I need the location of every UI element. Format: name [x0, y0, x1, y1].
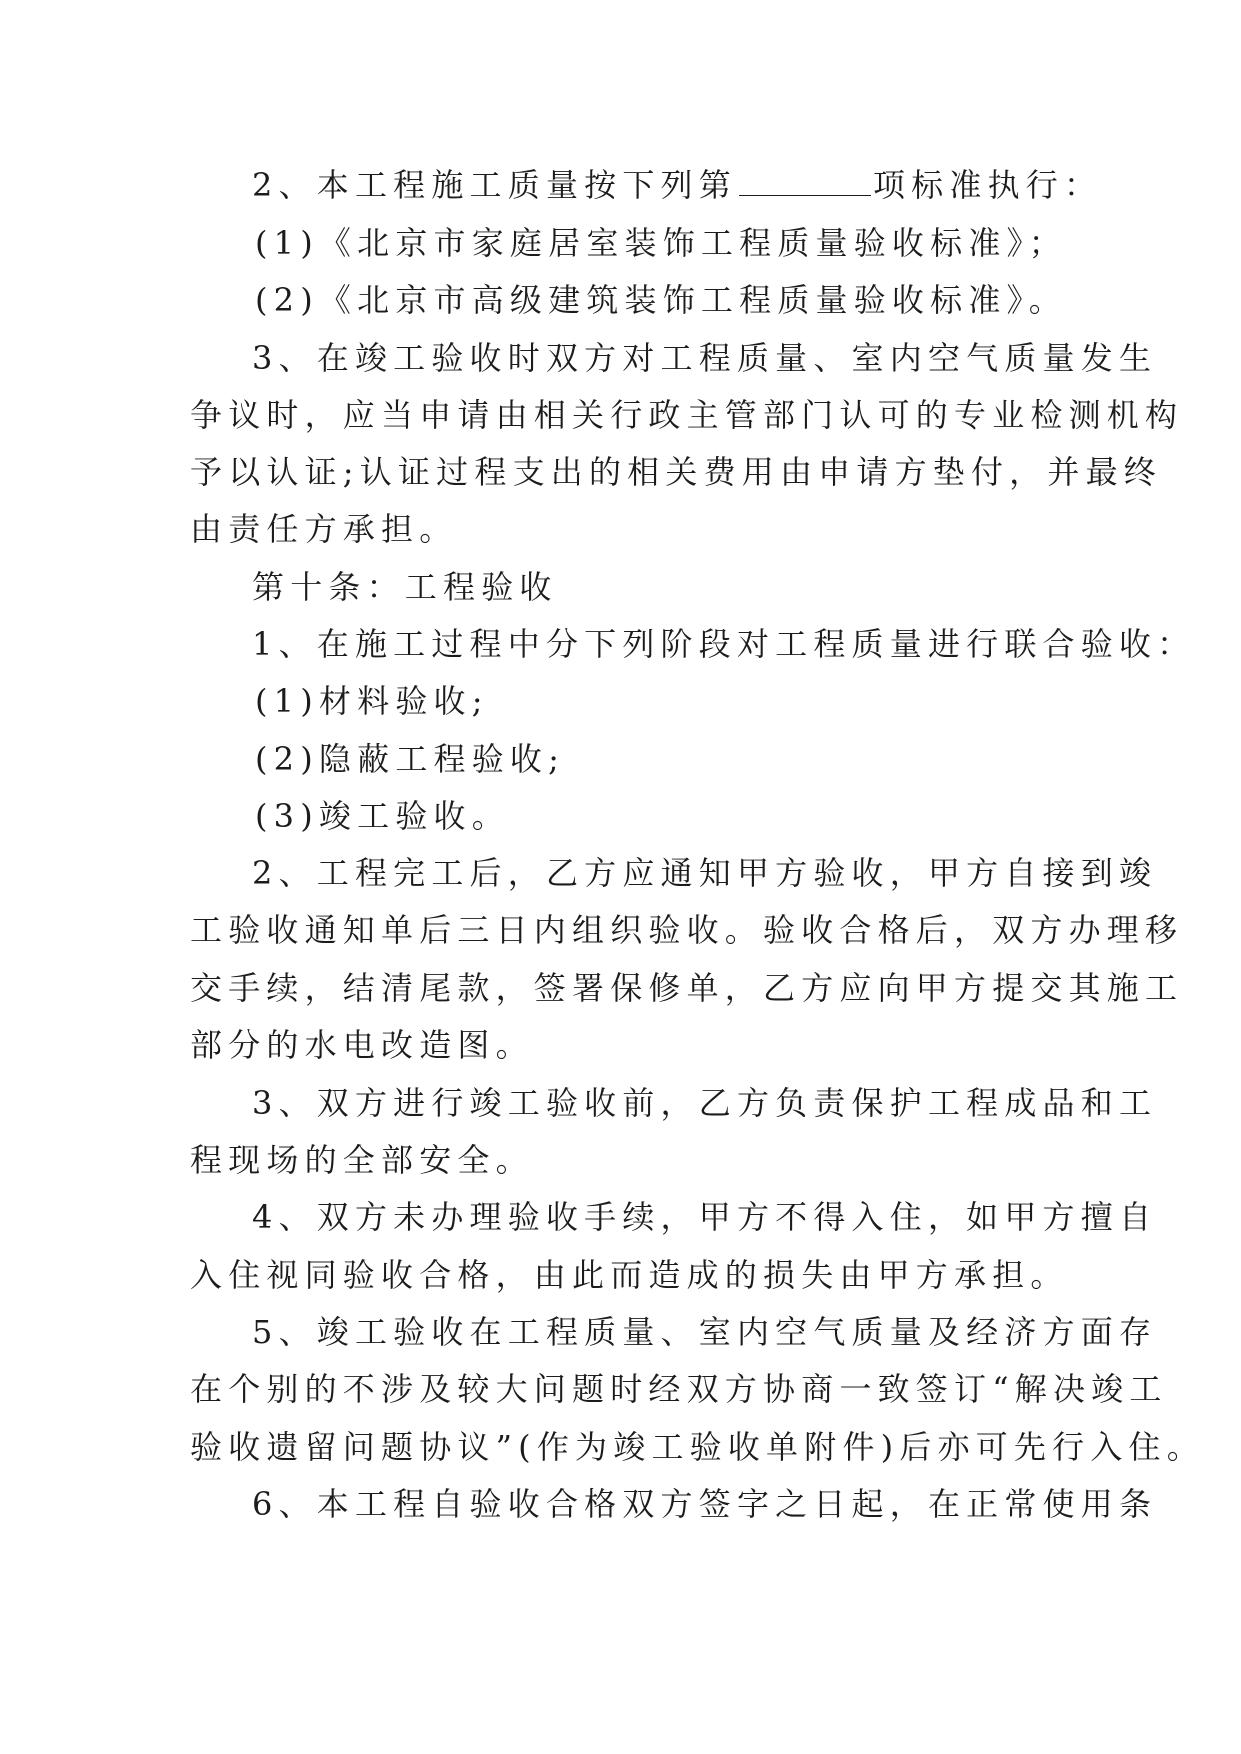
clause-3-line-4: 由责任方承担。: [190, 510, 458, 548]
article-10-clause-5-line-2: 在个别的不涉及较大问题时经双方协商一致签订“解决竣工: [190, 1370, 1168, 1408]
article-10-clause-1: 1、在施工过程中分下列阶段对工程质量进行联合验收：: [252, 625, 1196, 663]
article-10-clause-3-line-1: 3、双方进行竣工验收前，乙方负责保护工程成品和工: [252, 1084, 1158, 1122]
stage-1-materials: (1)材料验收;: [255, 682, 489, 720]
article-10-clause-2-line-2: 工验收通知单后三日内组织验收。验收合格后，双方办理移: [190, 911, 1184, 949]
article-10-clause-4-line-1: 4、双方未办理验收手续，甲方不得入住，如甲方擅自: [252, 1198, 1158, 1236]
clause-2-quality-standard: [252, 165, 1102, 205]
article-10-clause-2-line-1: 2、工程完工后，乙方应通知甲方验收，甲方自接到竣: [252, 854, 1158, 892]
standard-option-2: (2)《北京市高级建筑装饰工程质量验收标准》。: [255, 281, 1067, 319]
article-10-clause-3-line-2: 程现场的全部安全。: [190, 1141, 534, 1179]
article-10-clause-5-line-3: 验收遗留问题协议”(作为竣工验收单附件)后亦可先行入住。: [190, 1428, 1205, 1466]
stage-2-concealed-works: (2)隐蔽工程验收;: [255, 740, 566, 778]
article-10-clause-6-line-1: 6、本工程自验收合格双方签字之日起，在正常使用条: [252, 1485, 1158, 1523]
clause-3-line-2: 争议时，应当申请由相关行政主管部门认可的专业检测机构: [190, 396, 1184, 434]
article-10-clause-4-line-2: 入住视同验收合格，由此而造成的损失由甲方承担。: [190, 1256, 1069, 1294]
stage-3-completion: (3)竣工验收。: [255, 797, 510, 835]
article-10-clause-5-line-1: 5、竣工验收在工程质量、室内空气质量及经济方面存: [252, 1313, 1158, 1351]
clause-2-text-end: 项标准执行：: [872, 166, 1103, 204]
article-10-clause-2-line-3: 交手续，结清尾款，签署保修单，乙方应向甲方提交其施工: [190, 969, 1184, 1007]
article-10-heading: 第十条：工程验收: [252, 568, 558, 606]
standard-option-1: (1)《北京市家庭居室装饰工程质量验收标准》；: [255, 224, 1067, 262]
clause-3-line-3: 予以认证;认证过程支出的相关费用由申请方垫付，并最终: [190, 453, 1162, 491]
standard-number-blank[interactable]: [739, 169, 871, 196]
clause-3-line-1: 3、在竣工验收时双方对工程质量、室内空气质量发生: [252, 339, 1158, 377]
article-10-clause-2-line-4: 部分的水电改造图。: [190, 1026, 534, 1064]
clause-2-text-start: 2、本工程施工质量按下列第: [252, 166, 737, 204]
